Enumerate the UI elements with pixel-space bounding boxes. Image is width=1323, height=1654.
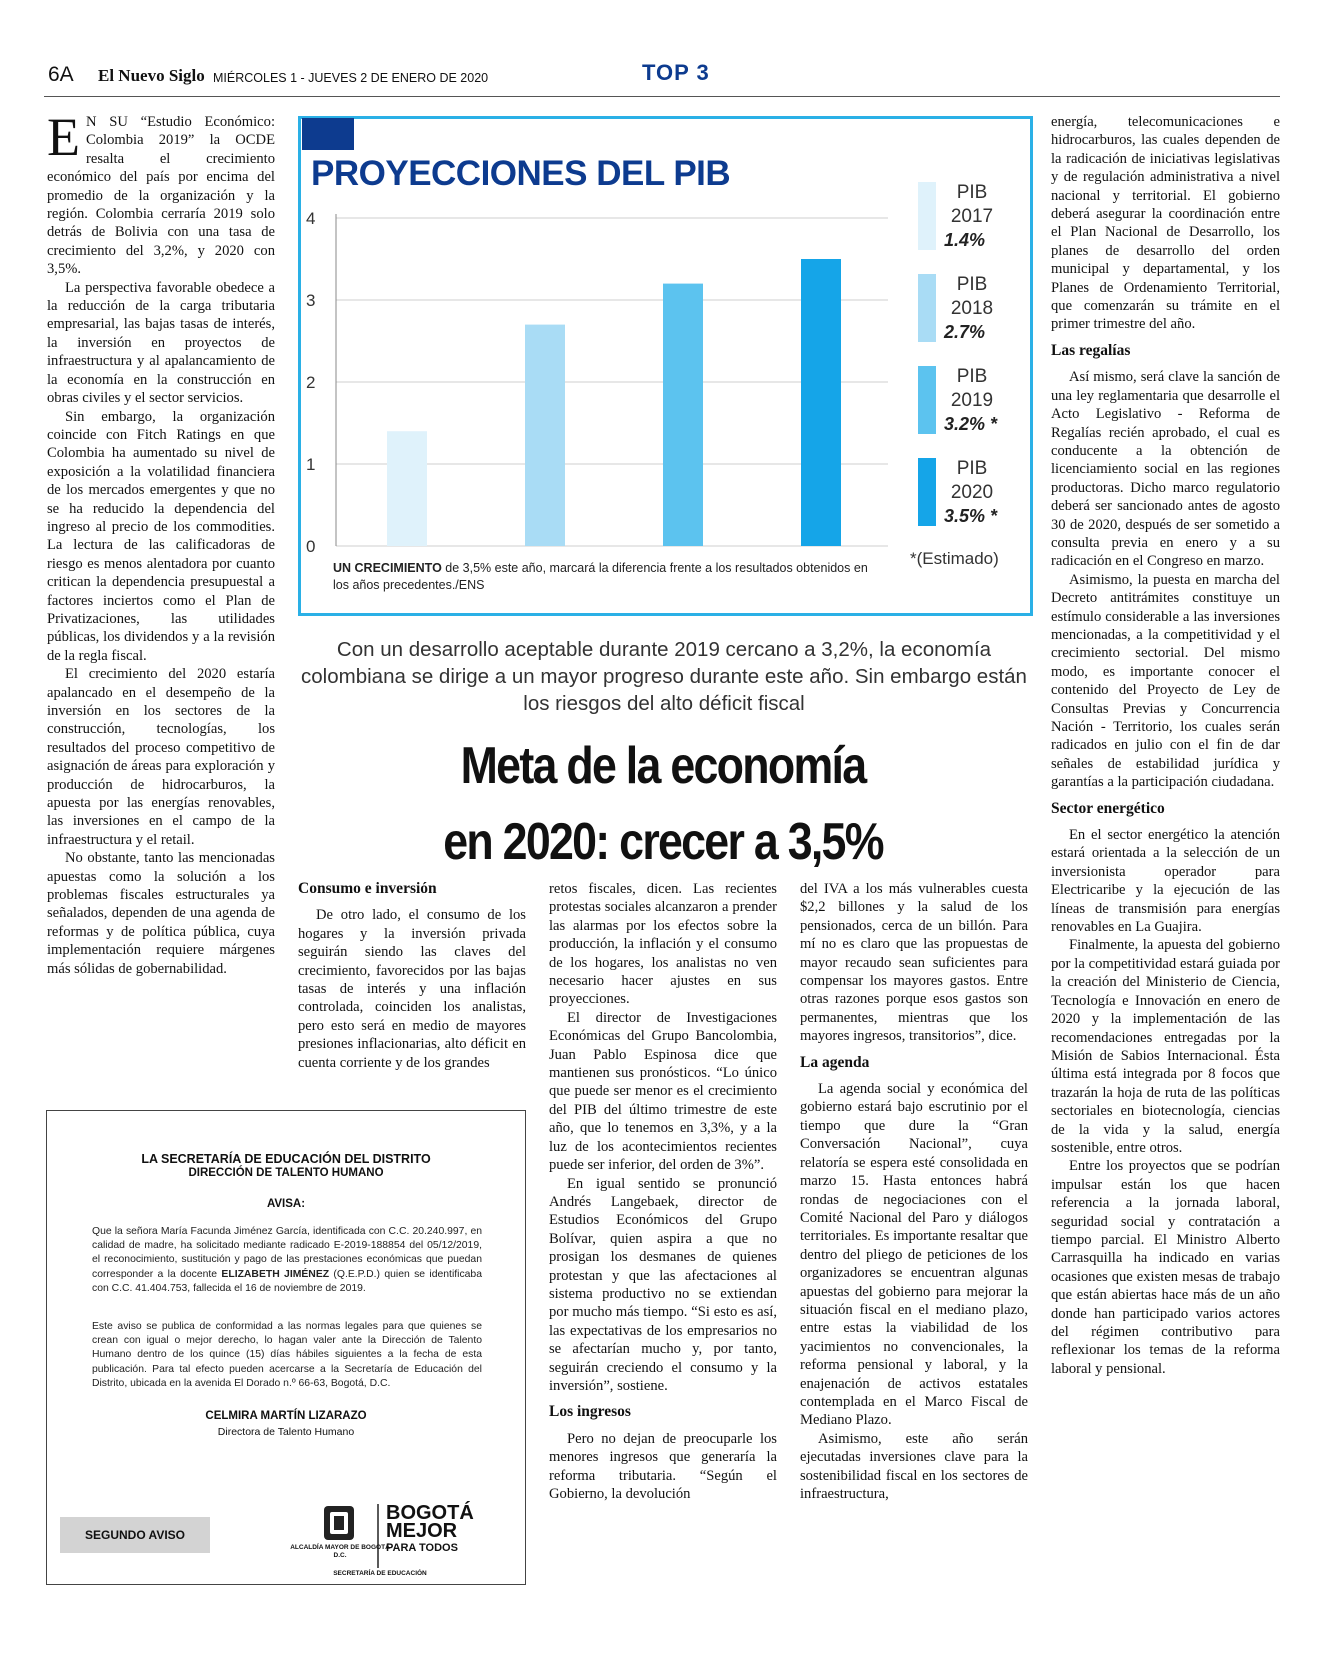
legend-label: PIB: [956, 458, 988, 479]
y-tick-label: 1: [306, 455, 316, 474]
legend-value: 3.5% *: [944, 506, 998, 526]
subheading: La agenda: [800, 1053, 870, 1071]
legend-value: 3.2% *: [944, 414, 998, 434]
article-deck: Con un desarrollo aceptable durante 2019 cercano a 3,2%, la economía colombiana se dirige a un mayor progreso durante este año. Sin embargo están los riesgos del alto déficit fiscal: [301, 638, 1027, 715]
legend-swatch: [918, 274, 936, 342]
y-tick-label: 0: [306, 537, 316, 556]
issue-date: MIÉRCOLES 1 - JUEVES 2 DE ENERO DE 2020: [213, 71, 489, 85]
newspaper-name: El Nuevo Siglo: [98, 66, 205, 85]
bogota-logo: [290, 1502, 490, 1582]
notice-body-1: [92, 1225, 482, 1296]
column-2: [298, 880, 526, 1072]
estimate-note: *(Estimado): [910, 549, 999, 568]
section-label: TOP 3: [642, 60, 710, 85]
notice-text: (Q.E.P.D.) quien se identificaba con C.C. 41.404.753, fallecida el 16 de noviembre de 2019.: [92, 1268, 482, 1294]
page-number: 6A: [48, 63, 74, 86]
notice-subtitle: DIRECCIÓN DE TALENTO HUMANO: [188, 1167, 384, 1179]
paragraph: Entre los proyectos que se podrían impulsar están los que hacen referencia a la jornada laboral, seguridad social y contratación a tiempo parcial. El Ministro Alberto Carrasquilla ha indicado en varias ocasiones que existen mesas de trabajo que están abiertas hace más de un año donde han participado varios actores del régimen contributivo para reflexionar los temas de la reforma laboral y pensional.: [1051, 1158, 1280, 1377]
bar-pib-2019: [663, 284, 703, 546]
legend-swatch: [918, 458, 936, 526]
paragraph: Asimismo, la puesta en marcha del Decreto antitrámites constituye un estímulo considerable a las inversiones mencionadas, a la competitividad y el crecimiento sectorial. Del mismo modo, es importante conocer el contenido del Proyecto de Ley de Consultas Previas y Concurrencia Nación - Territorio, los cuales serán radicados en julio con el fin de dar señales de estabilidad jurídica y garantías a la participación ciudadana.: [1051, 571, 1280, 791]
paragraph: N SU “Estudio Económico: Colombia 2019” la OCDE resalta el crecimiento económico del país por encima del promedio de la organización y la región. Colombia cerraría 2019 solo detrás de Bolivia con una tasa de crecimiento del 3,2%, y 2020 con 3,5%.: [47, 114, 275, 278]
legend-value: 2.7%: [944, 322, 986, 342]
y-tick-label: 2: [306, 373, 316, 392]
subheading: Sector energético: [1051, 799, 1165, 817]
notice-text: Que la señora María Facunda Jiménez García, identificada con C.C. 20.240.997, en calidad de madre, ha solicitado mediante radicado E-2019-188854 del 05/12/2019, el reconocimiento, sustitución y pago de las prestaciones económicas que puedan corresponder a la docente: [92, 1226, 482, 1280]
paragraph: En el sector energético la atención estará orientada a la selección de un inversionista operador para Electricaribe y la ejecución de las líneas de transmisión para energías renovables en La Guajira.: [1051, 827, 1280, 936]
column-5: [1051, 113, 1280, 1378]
legend-swatch: [918, 366, 936, 434]
notice-signer: CELMIRA MARTÍN LIZARAZO: [205, 1410, 367, 1422]
notice-name: ELIZABETH JIMÉNEZ: [221, 1268, 330, 1280]
caption-text: de 3,5% este año, marcará la diferencia frente a los resultados obtenidos en los años precedentes./ENS: [333, 561, 868, 592]
paragraph: Asimismo, este año serán ejecutadas inversiones clave para la sostenibilidad fiscal en los sectores de infraestructura,: [800, 1430, 1028, 1502]
para-todos-word: PARA TODOS: [386, 1542, 458, 1554]
column-4: [800, 880, 1028, 1503]
bar-pib-2018: [525, 325, 565, 546]
paragraph: energía, telecomunicaciones e hidrocarburos, las cuales dependen de la radicación de iniciativas legislativas y de regulación administrativa a nivel nacional y territorial. El gobierno deberá asegurar la coordinación entre el Plan Nacional de Desarrollo, los planes de desarrollo del orden municipal y departamental, y los Planes de Ordenamiento Territorial, que comenzarán su trámite en el primer trimestre del año.: [1051, 114, 1280, 333]
chart-title: PROYECCIONES DEL PIB: [311, 154, 731, 193]
bar-pib-2020: [801, 259, 841, 546]
paragraph: El director de Investigaciones Económicas del Grupo Bancolombia, Juan Pablo Espinosa dice que mantienen sus pronósticos. “Lo único que puede ser menor es el crecimiento del PIB del último trimestre de este año, que lo tenemos en 3,3%, y a la luz de los acontecimientos recientes puede ser inferior, del orden de 3%”.: [549, 1009, 777, 1174]
chart-legend: [918, 182, 1028, 552]
legend-label: PIB: [956, 182, 988, 203]
notice-avisa: AVISA:: [266, 1198, 306, 1210]
y-tick-label: 3: [306, 291, 316, 310]
paragraph: La perspectiva favorable obedece a la reducción de la carga tributaria empresarial, las bajas tasas de interés, la inversión en proyectos de infraestructura y al apalancamiento de la economía en la construcción en obras civiles y el sector servicios.: [47, 279, 275, 407]
legend-label: PIB: [956, 366, 988, 387]
legend-value: 1.4%: [944, 230, 986, 250]
paragraph: El crecimiento del 2020 estaría apalancado en el desempeño de la inversión en los sectores de la construcción, tecnologías, los resultados del proceso competitivo de asignación de áreas para exploración y producción de hidrocarburos, la apuesta por las energías renovables, las inversiones en el campo de la infraestructura y el retail.: [47, 666, 275, 848]
second-notice-badge: SEGUNDO AVISO: [60, 1517, 210, 1553]
paragraph: La agenda social y económica del gobierno estará bajo escrutinio por el tiempo que dure la “Gran Conversación Nacional”, cuya relatoría se espera esté consolidada en marzo 15. Hasta entonces habrá rondas de negociaciones con el Comité Nacional del Paro y diálogos territoriales. Es importante resaltar que dentro del pliego de peticiones de los organizadores se encuentran algunas apuestas del gobierno para mejorar la situación fiscal en el mediano plazo, entre estas la viabilidad de los yacimientos no convencionales, la reforma pensional y laboral, y la enajenación de activos estatales contemplada en el Marco Fiscal de Mediano Plazo.: [800, 1081, 1028, 1429]
caption-lead: UN CRECIMIENTO: [333, 561, 442, 575]
alcaldia-label: ALCALDÍA MAYOR DE BOGOTÁ D.C.: [290, 1544, 390, 1559]
legend-item: [918, 182, 1028, 262]
legend-swatch: [918, 182, 936, 250]
article-headline: [349, 728, 977, 880]
bar-pib-2017: [387, 431, 427, 546]
subheading: Las regalías: [1051, 341, 1131, 359]
subheading: Consumo e inversión: [298, 880, 437, 897]
legend-item: [918, 274, 1028, 354]
legend-label: PIB: [956, 274, 988, 295]
paragraph: Así mismo, será clave la sanción de una ley reglamentaria que desarrolle el Acto Legislativo - Reforma de Regalías recién aprobado, el cual es conducente a la obtención de licenciamiento social en las regiones productoras. Dicho marco regulatorio deberá ser sancionado antes de agosto 30 de 2020, después de ser sometido a consulta previa en enero y a su radicación en el Congreso en marzo.: [1051, 369, 1280, 570]
subheading: Los ingresos: [549, 1403, 631, 1421]
bogota-word: BOGOTÁ: [386, 1502, 474, 1524]
paragraph: No obstante, tanto las mencionadas apuestas como la solución a los problemas fiscales estructurales ya señalados, dependen de una agenda de reformas y de política pública, cuya implementación requiere márgenes más sólidas de gobernabilidad.: [47, 850, 275, 977]
paragraph: Pero no dejan de preocuparle los menores ingresos que generaría la reforma tributaria. “Según el Gobierno, la devolución: [549, 1430, 777, 1502]
chart-caption: [333, 560, 873, 594]
legend-item: [918, 458, 1028, 538]
legend-year: 2017: [950, 206, 994, 227]
legend-year: 2020: [950, 482, 994, 503]
headline-line-1: Meta de la economía: [460, 737, 866, 795]
drop-cap: E: [47, 107, 80, 167]
paragraph: Sin embargo, la organización coincide con Fitch Ratings en que Colombia ha aumentado su nivel de exposición a la volatilidad financiera de los mercados emergentes y que no se ha reducido la dependencia del ingreso al precio de los commodities. La lectura de las calificadoras de riesgo es menos alentadora por cuanto critican la dependencia presupuestal a factores inciertos como el Plan de Privatizaciones, las utilidades públicas, los dividendos y a la revisión de la regla fiscal.: [47, 408, 275, 664]
header-rule: [44, 96, 1280, 97]
column-1: [47, 107, 275, 978]
legend-year: 2018: [950, 298, 994, 319]
paragraph: Finalmente, la apuesta del gobierno por la competitividad estará guiada por la creación del Ministerio de Ciencia, Tecnología e Innovación en enero de 2020 y la implementación de las recomendaciones entregadas por la Misión de Sabios Internacional. Ésta última está integrada por 8 focos que trazarán la hoja de ruta de las políticas sectoriales en biotecnología, ciencias de la vida y la salud, energía sostenible, entre otros.: [1051, 937, 1280, 1156]
legend-item: [918, 366, 1028, 446]
column-3: [549, 880, 777, 1503]
notice-signer-role: Directora de Talento Humano: [217, 1426, 355, 1438]
headline-line-2: en 2020: crecer a 3,5%: [443, 813, 883, 871]
notice-body-2: Este aviso se publica de conformidad a las normas legales para que quienes se crean con igual o mejor derecho, lo hagan valer ante la Dirección de Talento Humano dentro de los quince (15) días hábiles siguientes a la fecha de esta publicación. Para tal efecto pueden acercarse a la Secretaría de Educación del Distrito, ubicada en la avenida El Dorado n.º 66-63, Bogotá, D.C.: [92, 1321, 482, 1389]
secretaria-label: SECRETARÍA DE EDUCACIÓN: [333, 1570, 427, 1577]
paragraph: del IVA a los más vulnerables cuesta $2,2 billones y la salud de los pensionados, cerca de un billón. Para mí no es claro que las propuestas de mayor recaudo sean suficientes para compensar los mayores gastos. Entre otras razones porque esos gastos son permanentes, mientras que los mayores ingresos, transitorios”, dice.: [800, 881, 1028, 1045]
paragraph: retos fiscales, dicen. Las recientes protestas sociales alcanzaron a prender las alarmas por los efectos sobre la producción, la inflación y el consumo de los hogares, los analistas no ven necesario hacer ajustes en sus proyecciones.: [549, 881, 777, 1008]
legend-year: 2019: [950, 390, 994, 411]
notice-title: LA SECRETARÍA DE EDUCACIÓN DEL DISTRITO: [141, 1152, 431, 1166]
paragraph: En igual sentido se pronunció Andrés Langebaek, director de Estudios Económicos del Grupo Bolívar, quien aspira a que no prosigan los desmanes de quienes protestan y que las afectaciones al sistema productivo no se extiendan por mucho más tiempo. “Si esto es así, las expectativas de los empresarios no se afectarían mucho y, por tanto, seguirán creciendo el consumo y la inversión”, sostiene.: [549, 1175, 777, 1394]
mejor-word: MEJOR: [386, 1520, 458, 1542]
paragraph: De otro lado, el consumo de los hogares y la inversión privada seguirán siendo las claves del crecimiento, favorecidos por las bajas tasas de interés y una inflación controlada, coinciden los analistas, pero esto será en medio de mayores presiones inflacionarias, alto déficit en cuenta corriente y de los grandes: [298, 907, 526, 1071]
y-tick-label: 4: [306, 209, 316, 228]
